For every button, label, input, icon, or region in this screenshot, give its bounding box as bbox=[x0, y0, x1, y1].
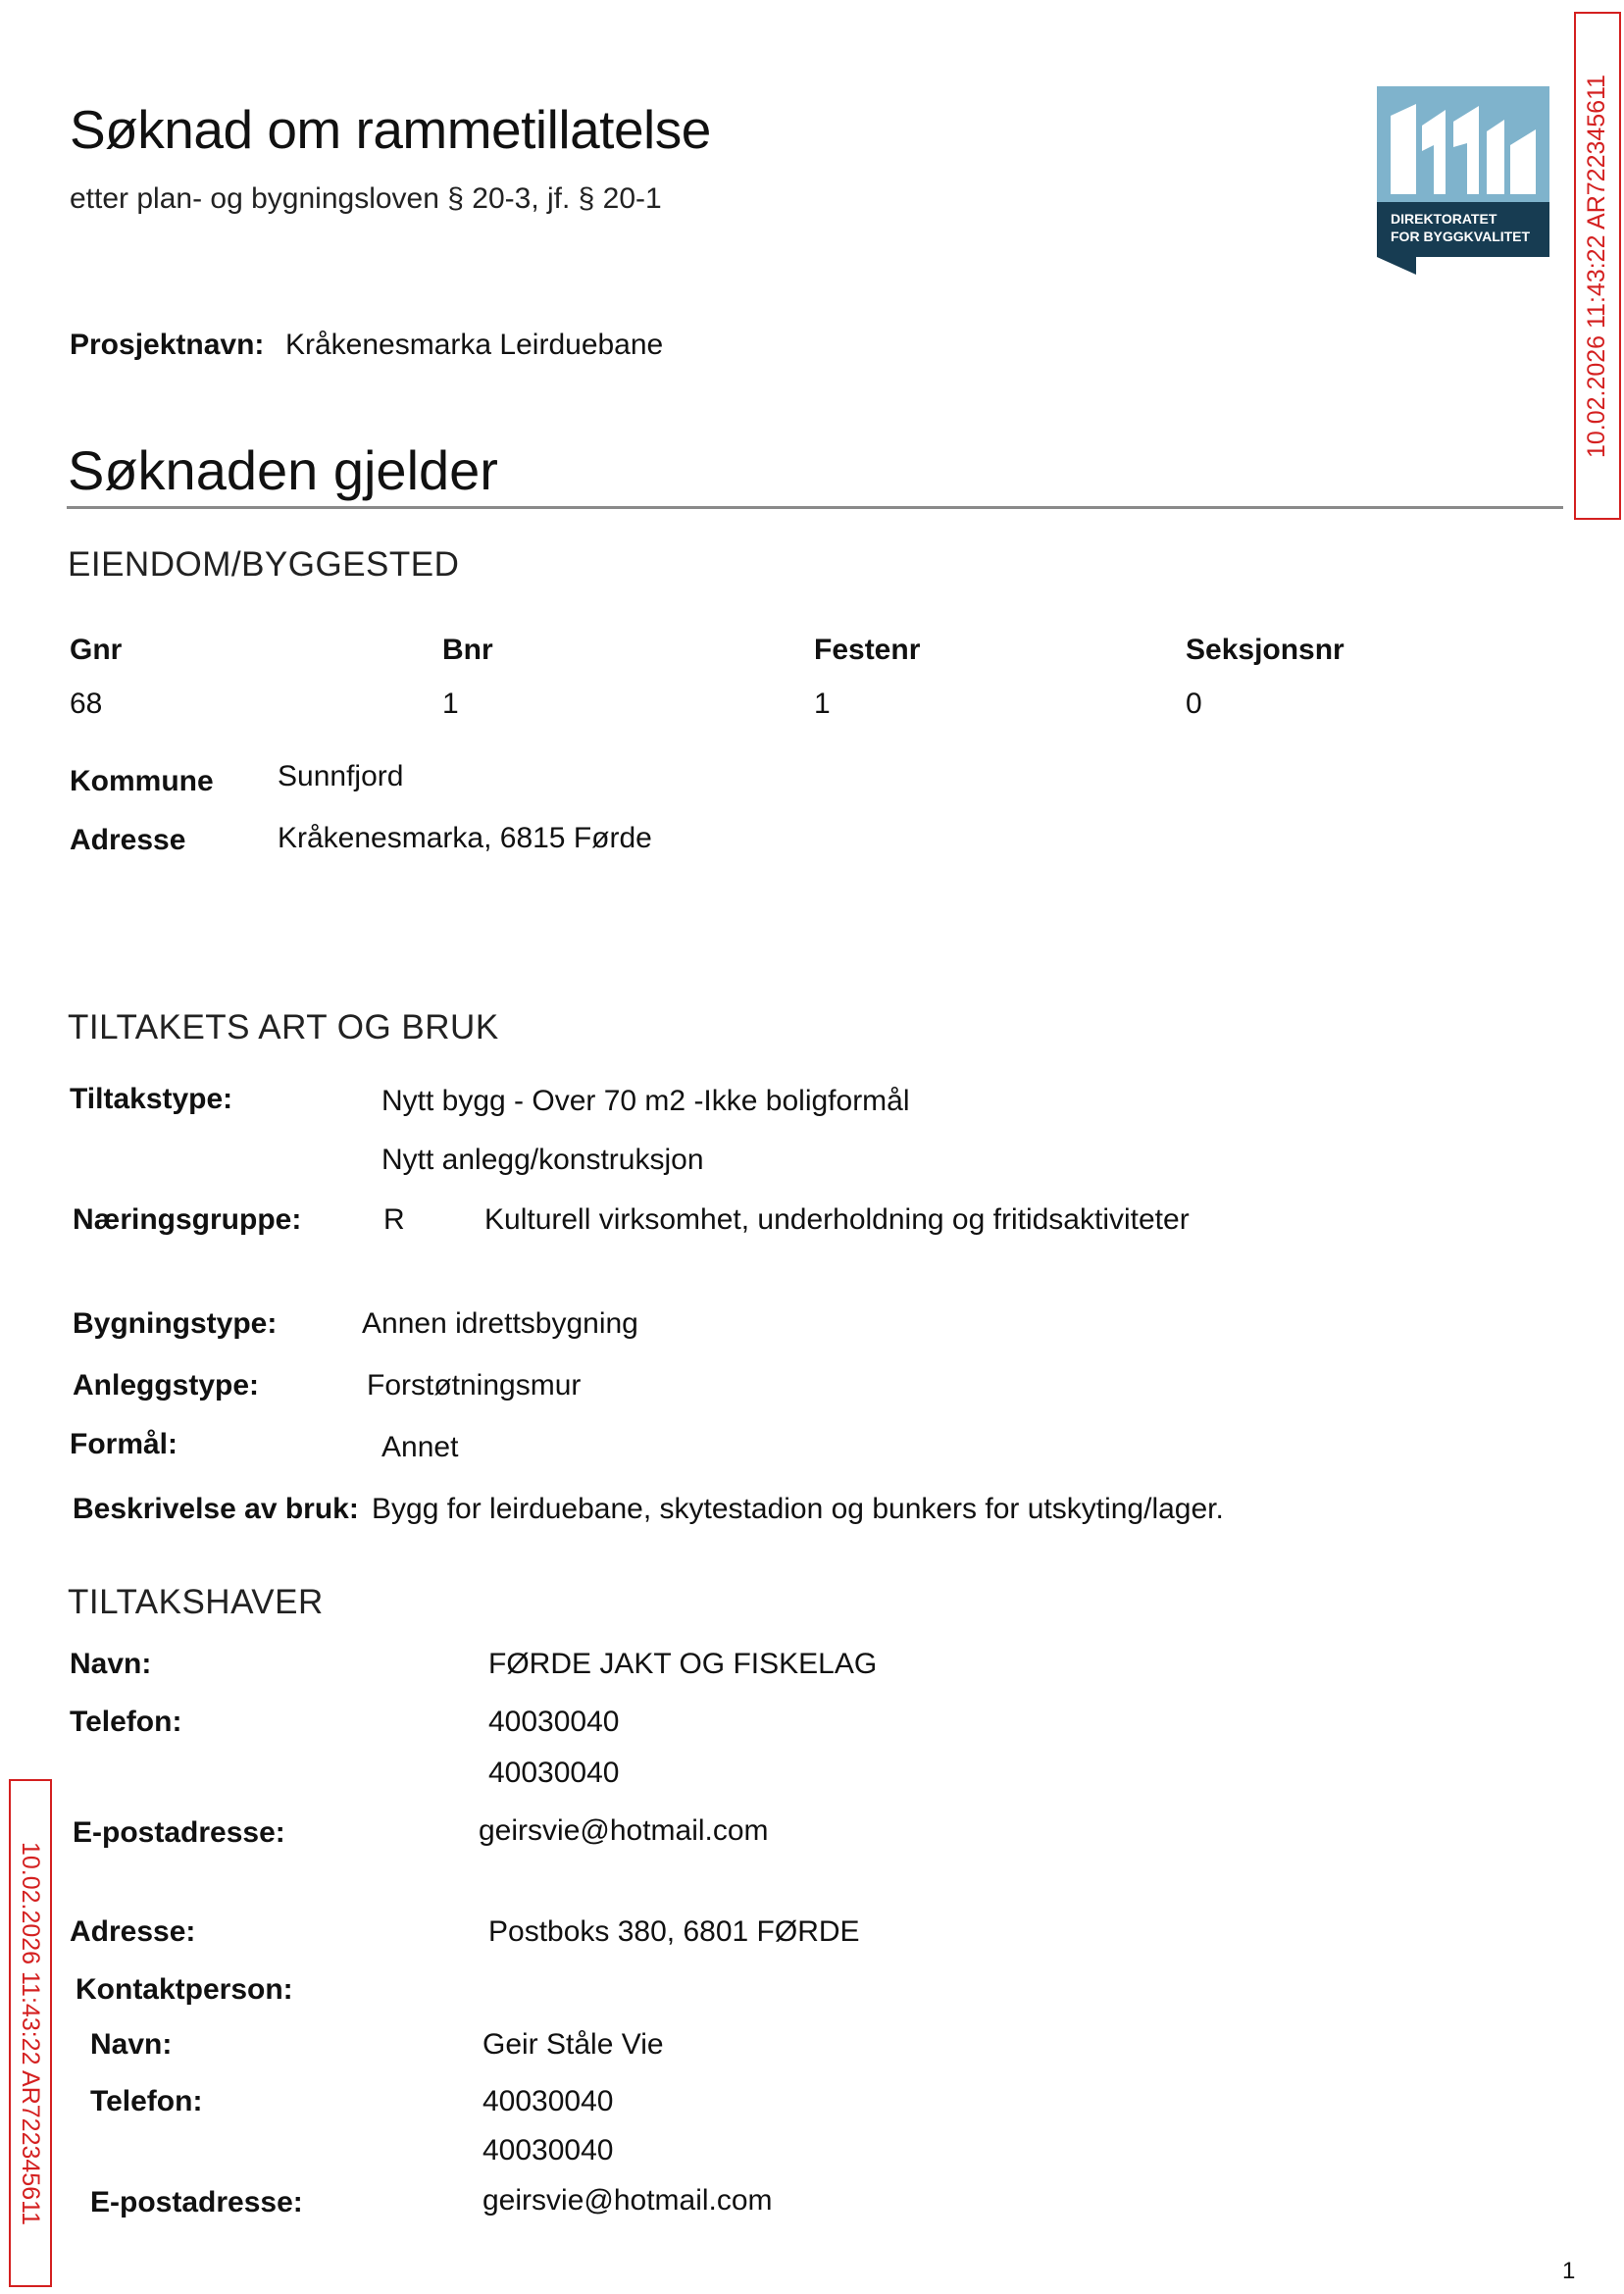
project-value: Kråkenesmarka Leirduebane bbox=[285, 329, 664, 361]
tiltakstype-value-2: Nytt anlegg/konstruksjon bbox=[381, 1144, 704, 1176]
kontakt-telefon-label: Telefon: bbox=[90, 2085, 203, 2117]
tiltakshaver-telefon-value-2: 40030040 bbox=[488, 1757, 620, 1789]
festenr-value: 1 bbox=[814, 688, 831, 720]
tiltakstype-value-1: Nytt bygg - Over 70 m2 -Ikke boligformål bbox=[381, 1085, 910, 1117]
tiltakshaver-epost-label: E-postadresse: bbox=[73, 1816, 285, 1849]
kontakt-epost-value: geirsvie@hotmail.com bbox=[482, 2184, 773, 2217]
festenr-label: Festenr bbox=[814, 634, 921, 666]
beskrivelse-label: Beskrivelse av bruk: bbox=[73, 1493, 359, 1525]
tiltakstype-label: Tiltakstype: bbox=[70, 1083, 233, 1115]
document-subtitle: etter plan- og bygningsloven § 20-3, jf. § 20-1 bbox=[70, 182, 662, 215]
anleggstype-value: Forstøtningsmur bbox=[367, 1369, 582, 1402]
tiltakshaver-adresse-label: Adresse: bbox=[70, 1915, 196, 1948]
section-title: Søknaden gjelder bbox=[68, 439, 498, 501]
adresse-value: Kråkenesmarka, 6815 Førde bbox=[278, 822, 652, 854]
stamp-text: 10.02.2026 11:43:22 AR722345611 bbox=[17, 1841, 45, 2225]
bnr-value: 1 bbox=[442, 688, 459, 720]
page-number: 1 bbox=[1562, 2258, 1576, 2284]
logo-text-line1: DIREKTORATET bbox=[1391, 211, 1497, 227]
gnr-value: 68 bbox=[70, 688, 103, 720]
kommune-value: Sunnfjord bbox=[278, 760, 404, 792]
timestamp-stamp-bottom bbox=[9, 1779, 52, 2287]
document-title: Søknad om rammetillatelse bbox=[70, 99, 711, 160]
stamp-text: 10.02.2026 11:43:22 AR722345611 bbox=[1583, 74, 1611, 458]
adresse-label: Adresse bbox=[70, 824, 186, 856]
kontakt-navn-value: Geir Ståle Vie bbox=[482, 2028, 664, 2061]
anleggstype-label: Anleggstype: bbox=[73, 1369, 260, 1402]
timestamp-stamp-top bbox=[1574, 12, 1621, 520]
kontakt-epost-label: E-postadresse: bbox=[90, 2186, 303, 2218]
bygningstype-label: Bygningstype: bbox=[73, 1307, 278, 1340]
project-label: Prosjektnavn: bbox=[70, 329, 265, 361]
seksjonsnr-value: 0 bbox=[1186, 688, 1202, 720]
formal-value: Annet bbox=[381, 1431, 459, 1463]
logo-text-line2: FOR BYGGKVALITET bbox=[1391, 229, 1531, 244]
kontakt-telefon-value-2: 40030040 bbox=[482, 2134, 614, 2167]
gnr-label: Gnr bbox=[70, 634, 123, 666]
tiltakshaver-adresse-value: Postboks 380, 6801 FØRDE bbox=[488, 1915, 860, 1948]
seksjonsnr-label: Seksjonsnr bbox=[1186, 634, 1345, 666]
section-divider bbox=[67, 506, 1563, 509]
tiltakshaver-telefon-value-1: 40030040 bbox=[488, 1706, 620, 1738]
naeringsgruppe-value: Kulturell virksomhet, underholdning og fritidsaktiviteter bbox=[484, 1203, 1190, 1236]
bygningstype-value: Annen idrettsbygning bbox=[362, 1307, 638, 1340]
tiltakshaver-heading: TILTAKSHAVER bbox=[68, 1583, 324, 1621]
kontakt-navn-label: Navn: bbox=[90, 2028, 173, 2061]
kontaktperson-label: Kontaktperson: bbox=[76, 1973, 293, 2006]
kontakt-telefon-value-1: 40030040 bbox=[482, 2085, 614, 2117]
formal-label: Formål: bbox=[70, 1428, 178, 1460]
dibk-logo bbox=[1377, 86, 1549, 275]
tiltakshaver-telefon-label: Telefon: bbox=[70, 1706, 182, 1738]
bnr-label: Bnr bbox=[442, 634, 493, 666]
beskrivelse-value: Bygg for leirduebane, skytestadion og bunkers for utskyting/lager. bbox=[372, 1493, 1224, 1525]
tiltakshaver-navn-value: FØRDE JAKT OG FISKELAG bbox=[488, 1648, 878, 1680]
tiltakshaver-epost-value: geirsvie@hotmail.com bbox=[479, 1814, 769, 1847]
tiltak-heading: TILTAKETS ART OG BRUK bbox=[68, 1008, 499, 1046]
naeringsgruppe-label: Næringsgruppe: bbox=[73, 1203, 302, 1236]
kommune-label: Kommune bbox=[70, 765, 214, 797]
property-heading: EIENDOM/BYGGESTED bbox=[68, 545, 460, 584]
naeringsgruppe-code: R bbox=[383, 1203, 405, 1236]
tiltakshaver-navn-label: Navn: bbox=[70, 1648, 152, 1680]
